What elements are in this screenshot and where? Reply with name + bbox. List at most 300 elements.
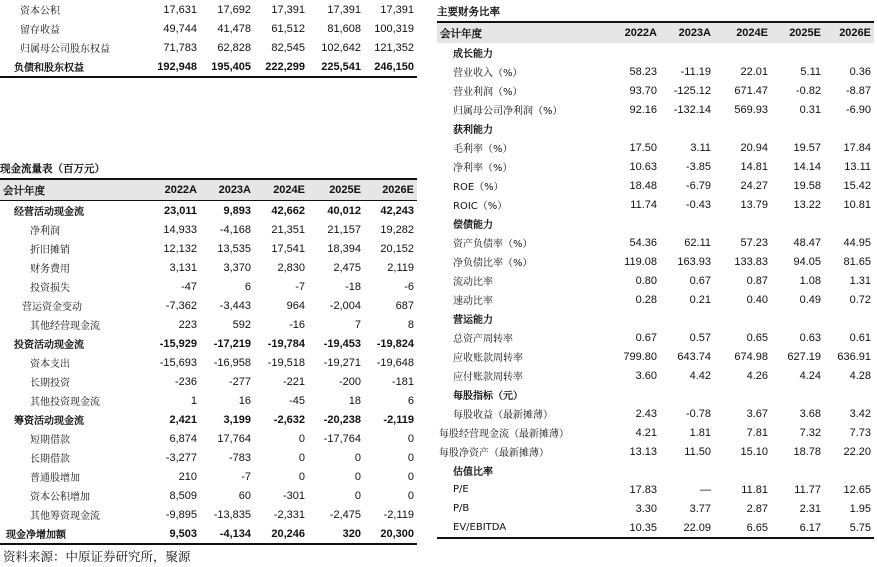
ratios-label: EV/EBITDA: [453, 522, 507, 533]
ratios-value: [824, 461, 874, 480]
cashflow-value: 0: [298, 432, 305, 445]
cashflow-header-label: 会计年度: [0, 180, 145, 201]
ratios-title: 主要财务比率: [437, 3, 874, 23]
ratios-value: 2.31: [799, 502, 821, 515]
ratios-row: [437, 43, 874, 62]
cashflow-value: 8,509: [169, 489, 197, 502]
cashflow-value: -181: [391, 375, 414, 388]
cashflow-value: -19,518: [267, 356, 305, 369]
ratios-row: [437, 480, 874, 499]
cashflow-value: -4,168: [219, 223, 251, 236]
ratios-value: 671.47: [734, 84, 768, 97]
cashflow-label: 财务费用: [30, 264, 70, 275]
cashflow-value: 0: [407, 451, 414, 464]
ratios-value: -0.78: [685, 407, 711, 420]
ratios-row: [437, 442, 874, 461]
ratios-value: [714, 43, 771, 62]
ratios-value: 12.65: [843, 483, 871, 496]
cashflow-label: 资本公积增加: [30, 492, 90, 503]
ratios-row: [437, 195, 874, 214]
ratios-value: 54.36: [629, 236, 657, 249]
ratios-value: -6.79: [685, 179, 711, 192]
ratios-value: 0.40: [746, 293, 768, 306]
balance-value: 81,608: [327, 22, 361, 35]
cashflow-value: 6,874: [169, 432, 197, 445]
cashflow-value: 7: [354, 318, 361, 331]
cashflow-row: [0, 334, 417, 353]
cashflow-value: 2,119: [387, 261, 414, 274]
cashflow-value: 18: [348, 394, 361, 407]
cashflow-value: 0: [298, 451, 305, 464]
balance-value: 17,391: [271, 3, 305, 16]
cashflow-label: 筹资活动现金流: [14, 416, 84, 427]
balance-row: [0, 0, 417, 19]
ratios-value: 0.67: [635, 331, 657, 344]
cashflow-value: -2,004: [329, 299, 361, 312]
cashflow-value: -200: [338, 375, 361, 388]
cashflow-value: 0: [354, 451, 361, 464]
cashflow-row: [0, 315, 417, 334]
ratios-value: [660, 309, 714, 328]
ratios-value: 10.81: [843, 198, 871, 211]
ratios-year-3: 2025E: [771, 23, 824, 43]
cashflow-value: 16: [238, 394, 251, 407]
cashflow-value: -7: [295, 280, 305, 293]
cashflow-value: 60: [238, 489, 251, 502]
ratios-value: [824, 385, 874, 404]
ratios-value: 627.19: [787, 350, 821, 363]
ratios-value: 17.84: [843, 141, 871, 154]
ratios-label: 流动比率: [453, 277, 493, 288]
ratios-value: [824, 309, 874, 328]
ratios-value: 48.47: [793, 236, 821, 249]
cashflow-statement: [0, 160, 417, 545]
cashflow-value: -9,895: [165, 508, 197, 521]
balance-row: [0, 57, 417, 77]
ratios-label: 总资产周转率: [453, 334, 513, 345]
ratios-value: 4.21: [635, 426, 657, 439]
ratios-value: 0.61: [849, 331, 871, 344]
balance-value: 192,948: [157, 60, 197, 73]
cashflow-value: 20,152: [380, 242, 414, 255]
ratios-value: 3.67: [746, 407, 768, 420]
ratios-value: [771, 385, 824, 404]
ratios-value: 1.95: [849, 502, 871, 515]
balance-value: 17,631: [163, 3, 197, 16]
cashflow-value: -16,958: [213, 356, 251, 369]
cashflow-label: 现金净增加额: [6, 530, 66, 541]
cashflow-label: 投资损失: [30, 283, 70, 294]
cashflow-label: 资本支出: [30, 359, 70, 370]
cashflow-value: -17,219: [213, 337, 251, 350]
ratios-row: [437, 347, 874, 366]
ratios-value: 1.08: [799, 274, 821, 287]
cashflow-value: -2,331: [273, 508, 305, 521]
ratios-value: [660, 43, 714, 62]
cashflow-value: -2,475: [329, 508, 361, 521]
ratios-label: 营业收入（%）: [453, 68, 523, 79]
cashflow-value: -19,648: [376, 356, 414, 369]
ratios-row: [437, 62, 874, 81]
cashflow-value: 23,011: [163, 204, 197, 217]
cashflow-title: 现金流量表（百万元）: [0, 160, 417, 180]
ratios-value: [714, 461, 771, 480]
cashflow-label: 其他筹资现金流: [30, 511, 100, 522]
cashflow-value: -3,443: [219, 299, 251, 312]
balance-value: 222,299: [265, 60, 305, 73]
ratios-value: 22.09: [683, 521, 711, 534]
ratios-row: [437, 461, 874, 480]
ratios-value: 17.50: [629, 141, 657, 154]
cashflow-value: -15,929: [159, 337, 197, 350]
ratios-label: 营运能力: [453, 315, 493, 326]
ratios-value: 81.65: [843, 255, 871, 268]
ratios-value: [660, 461, 714, 480]
balance-value: 49,744: [163, 22, 197, 35]
ratios-value: [771, 214, 824, 233]
cashflow-value: 320: [342, 527, 361, 540]
ratios-row: [437, 404, 874, 423]
ratios-value: [605, 43, 660, 62]
ratios-value: -132.14: [673, 103, 711, 116]
ratios-label: 速动比率: [453, 296, 493, 307]
ratios-value: 19.58: [793, 179, 821, 192]
cashflow-year-1: 2023A: [200, 180, 254, 201]
ratios-row: [437, 423, 874, 442]
ratios-value: [771, 461, 824, 480]
ratios-label: 毛利率（%）: [453, 144, 513, 155]
cashflow-row: [0, 467, 417, 486]
cashflow-year-3: 2025E: [308, 180, 364, 201]
ratios-value: 7.81: [746, 426, 768, 439]
cashflow-label: 长期借款: [30, 454, 70, 465]
cashflow-table: [0, 180, 417, 545]
ratios-value: [660, 119, 714, 138]
ratios-value: [605, 309, 660, 328]
ratios-row: [437, 309, 874, 328]
cashflow-value: 687: [395, 299, 414, 312]
ratios-label: 每股经营现金流（最新摊薄）: [439, 429, 569, 440]
balance-row: [0, 38, 417, 57]
ratios-label: 应收账款周转率: [453, 353, 523, 364]
cashflow-label: 普通股增加: [30, 473, 80, 484]
cashflow-value: -17,764: [323, 432, 361, 445]
ratios-value: 13.22: [793, 198, 821, 211]
cashflow-row: [0, 372, 417, 391]
ratios-value: 44.95: [843, 236, 871, 249]
ratios-value: 0.80: [635, 274, 657, 287]
ratios-value: 57.23: [740, 236, 768, 249]
ratios-value: 13.13: [629, 445, 657, 458]
balance-label: 归属母公司股东权益: [20, 44, 110, 55]
ratios-value: [824, 214, 874, 233]
ratios-label: 净负债比率（%）: [453, 258, 533, 269]
cashflow-row: [0, 220, 417, 239]
cashflow-value: -277: [228, 375, 251, 388]
cashflow-row: [0, 448, 417, 467]
balance-label: 资本公积: [20, 6, 60, 17]
ratios-value: 5.11: [800, 65, 821, 78]
cashflow-row: [0, 296, 417, 315]
cashflow-value: 592: [232, 318, 251, 331]
ratios-value: [714, 119, 771, 138]
cashflow-value: 20,246: [271, 527, 305, 540]
cashflow-value: -2,632: [273, 413, 305, 426]
cashflow-value: -2,119: [383, 413, 414, 426]
ratios-value: 636.91: [837, 350, 871, 363]
cashflow-value: -16: [289, 318, 305, 331]
balance-value: 82,545: [271, 41, 305, 54]
ratios-row: [437, 385, 874, 404]
ratios-label: 每股收益（最新摊薄）: [453, 410, 553, 421]
cashflow-value: 1: [190, 394, 197, 407]
cashflow-value: 18,394: [327, 242, 361, 255]
cashflow-row: [0, 353, 417, 372]
ratios-label: ROIC（%）: [453, 201, 508, 212]
ratios-value: [771, 119, 824, 138]
cashflow-value: 21,157: [327, 223, 361, 236]
cashflow-value: -15,693: [159, 356, 197, 369]
ratios-value: 1.81: [689, 426, 711, 439]
ratios-year-1: 2023A: [660, 23, 714, 43]
ratios-value: 3.77: [689, 502, 711, 515]
cashflow-label: 长期投资: [30, 378, 70, 389]
cashflow-value: 0: [407, 470, 414, 483]
balance-value: 246,150: [374, 60, 414, 73]
ratios-value: 13.11: [844, 160, 871, 173]
ratios-value: 11.50: [684, 445, 711, 458]
cashflow-header-row: [0, 180, 417, 201]
balance-value: 17,692: [217, 3, 251, 16]
ratios-value: 4.24: [799, 369, 821, 382]
ratios-value: 3.60: [635, 369, 657, 382]
ratios-value: 18.48: [629, 179, 657, 192]
cashflow-value: -7: [241, 470, 251, 483]
ratios-value: 0.36: [849, 65, 871, 78]
ratios-value: 0.67: [689, 274, 711, 287]
ratios-label: 估值比率: [453, 467, 493, 478]
ratios-label: 应付账款周转率: [453, 372, 523, 383]
balance-label: 留存收益: [20, 25, 60, 36]
ratios-value: [771, 309, 824, 328]
cashflow-value: 13,535: [217, 242, 251, 255]
ratios-value: 0.72: [849, 293, 871, 306]
ratios-value: 2.43: [635, 407, 657, 420]
ratios-label: ROE（%）: [453, 182, 504, 193]
ratios-label: 净利率（%）: [453, 163, 513, 174]
ratios-value: 10.63: [629, 160, 657, 173]
cashflow-value: 42,662: [271, 204, 305, 217]
balance-table: [0, 0, 417, 78]
cashflow-row: [0, 391, 417, 410]
ratios-value: 6.65: [746, 521, 768, 534]
ratios-value: 19.57: [793, 141, 821, 154]
cashflow-value: 14,933: [163, 223, 197, 236]
cashflow-value: -18: [345, 280, 361, 293]
ratios-value: 3.42: [849, 407, 871, 420]
cashflow-row: [0, 277, 417, 296]
cashflow-label: 经营活动现金流: [14, 207, 84, 218]
ratios-value: 92.16: [629, 103, 657, 116]
ratios-row: [437, 157, 874, 176]
cashflow-value: 2,830: [277, 261, 305, 274]
ratios-value: -8.87: [845, 84, 871, 97]
cashflow-value: -4,134: [219, 527, 251, 540]
ratios-row: [437, 518, 874, 538]
cashflow-row: [0, 524, 417, 544]
ratios-year-2: 2024E: [714, 23, 771, 43]
cashflow-value: 8: [407, 318, 414, 331]
ratios-row: [437, 233, 874, 252]
ratios-value: -6.90: [845, 103, 871, 116]
ratios-value: -11.19: [680, 65, 711, 78]
ratios-value: [605, 119, 660, 138]
ratios-value: 3.68: [799, 407, 821, 420]
cashflow-value: 12,132: [163, 242, 197, 255]
cashflow-value: -45: [289, 394, 305, 407]
cashflow-year-4: 2026E: [364, 180, 417, 201]
ratios-value: 674.98: [734, 350, 768, 363]
cashflow-row: [0, 429, 417, 448]
ratios-value: 11.74: [630, 198, 657, 211]
ratios-value: 133.83: [734, 255, 768, 268]
cashflow-label: 营运资金变动: [22, 302, 82, 313]
cashflow-value: 3,131: [169, 261, 197, 274]
cashflow-value: -221: [282, 375, 305, 388]
ratios-value: 20.94: [740, 141, 768, 154]
ratios-value: 643.74: [677, 350, 711, 363]
ratios-value: [824, 43, 874, 62]
ratios-value: 569.93: [734, 103, 768, 116]
balance-rows: [0, 0, 417, 77]
balance-value: 195,405: [211, 60, 251, 73]
ratios-value: 15.10: [740, 445, 768, 458]
cashflow-value: 17,541: [271, 242, 305, 255]
ratios-label: 每股指标（元）: [453, 391, 523, 402]
ratios-value: [605, 385, 660, 404]
ratios-row: [437, 252, 874, 271]
ratios-value: 799.80: [623, 350, 657, 363]
ratios-value: 7.73: [849, 426, 871, 439]
ratios-row: [437, 214, 874, 233]
ratios-value: 22.01: [740, 65, 768, 78]
ratios-value: 15.42: [843, 179, 871, 192]
ratios-value: 58.23: [629, 65, 657, 78]
cashflow-value: 20,300: [380, 527, 414, 540]
cashflow-rows: [0, 201, 417, 545]
ratios-row: [437, 138, 874, 157]
cashflow-value: 223: [178, 318, 197, 331]
balance-value: 41,478: [217, 22, 251, 35]
ratios-value: 18.78: [793, 445, 821, 458]
ratios-value: 2.87: [746, 502, 768, 515]
ratios-value: 13.79: [740, 198, 768, 211]
ratios-value: 1.31: [849, 274, 871, 287]
ratios-value: 4.42: [689, 369, 711, 382]
ratios-value: 0.87: [746, 274, 768, 287]
cashflow-value: -7,362: [165, 299, 197, 312]
balance-sheet-tail: [0, 0, 417, 78]
ratios-value: [714, 214, 771, 233]
ratios-value: 14.14: [793, 160, 821, 173]
ratios-label: P/E: [453, 484, 469, 495]
balance-value: 121,352: [374, 41, 414, 54]
ratios-value: 119.08: [624, 255, 657, 268]
ratios-value: 3.11: [690, 141, 711, 154]
ratios-label: 偿债能力: [453, 220, 493, 231]
cashflow-row: [0, 258, 417, 277]
cashflow-value: 2,475: [333, 261, 361, 274]
ratios-year-4: 2026E: [824, 23, 874, 43]
ratios-label: 成长能力: [453, 49, 493, 60]
ratios-row: [437, 328, 874, 347]
ratios-value: 0.49: [799, 293, 821, 306]
balance-label: 负债和股东权益: [14, 63, 84, 74]
ratios-value: 163.93: [677, 255, 711, 268]
ratios-value: 6.17: [799, 521, 821, 534]
balance-row: [0, 19, 417, 38]
cashflow-row: [0, 410, 417, 429]
ratios-row: [437, 119, 874, 138]
cashflow-row: [0, 505, 417, 524]
cashflow-year-0: 2022A: [145, 180, 200, 201]
cashflow-label: 其他投资现金流: [30, 397, 100, 408]
ratios-row: [437, 271, 874, 290]
ratios-row: [437, 100, 874, 119]
balance-value: 100,319: [374, 22, 414, 35]
cashflow-value: -19,824: [376, 337, 414, 350]
ratios-value: 0.63: [799, 331, 821, 344]
balance-value: 225,541: [321, 60, 361, 73]
ratios-label: 每股净资产（最新摊薄）: [439, 448, 549, 459]
cashflow-row: [0, 201, 417, 221]
ratios-value: 3.30: [635, 502, 657, 515]
cashflow-value: 0: [354, 489, 361, 502]
cashflow-value: 6: [407, 394, 414, 407]
ratios-year-0: 2022A: [605, 23, 660, 43]
cashflow-value: 42,243: [380, 204, 414, 217]
ratios-value: 4.28: [849, 369, 871, 382]
ratios-value: 93.70: [629, 84, 657, 97]
ratios-value: 10.35: [629, 521, 657, 534]
ratios-value: 0.28: [635, 293, 657, 306]
ratios-value: 0.21: [689, 293, 711, 306]
cashflow-label: 其他经营现金流: [30, 321, 100, 332]
ratios-value: 11.77: [794, 483, 821, 496]
ratios-value: 22.20: [843, 445, 871, 458]
cashflow-value: 964: [286, 299, 305, 312]
balance-value: 71,783: [163, 41, 197, 54]
ratios-value: [714, 309, 771, 328]
cashflow-value: -19,784: [267, 337, 305, 350]
ratios-rows: [437, 43, 874, 538]
ratios-label: 获利能力: [453, 125, 493, 136]
ratios-label: 归属母公司净利润（%）: [453, 106, 563, 117]
ratios-row: [437, 81, 874, 100]
ratios-label: 资产负债率（%）: [453, 239, 533, 250]
ratios-value: 94.05: [793, 255, 821, 268]
ratios-header-row: [437, 23, 874, 43]
ratios-value: 24.27: [740, 179, 768, 192]
balance-value: 17,391: [380, 3, 414, 16]
cashflow-value: 3,370: [223, 261, 251, 274]
ratios-value: -0.82: [795, 84, 821, 97]
cashflow-label: 投资活动现金流: [14, 340, 84, 351]
ratios-value: [605, 461, 660, 480]
cashflow-value: -3,277: [165, 451, 197, 464]
ratios-value: [660, 214, 714, 233]
cashflow-value: 0: [407, 432, 414, 445]
